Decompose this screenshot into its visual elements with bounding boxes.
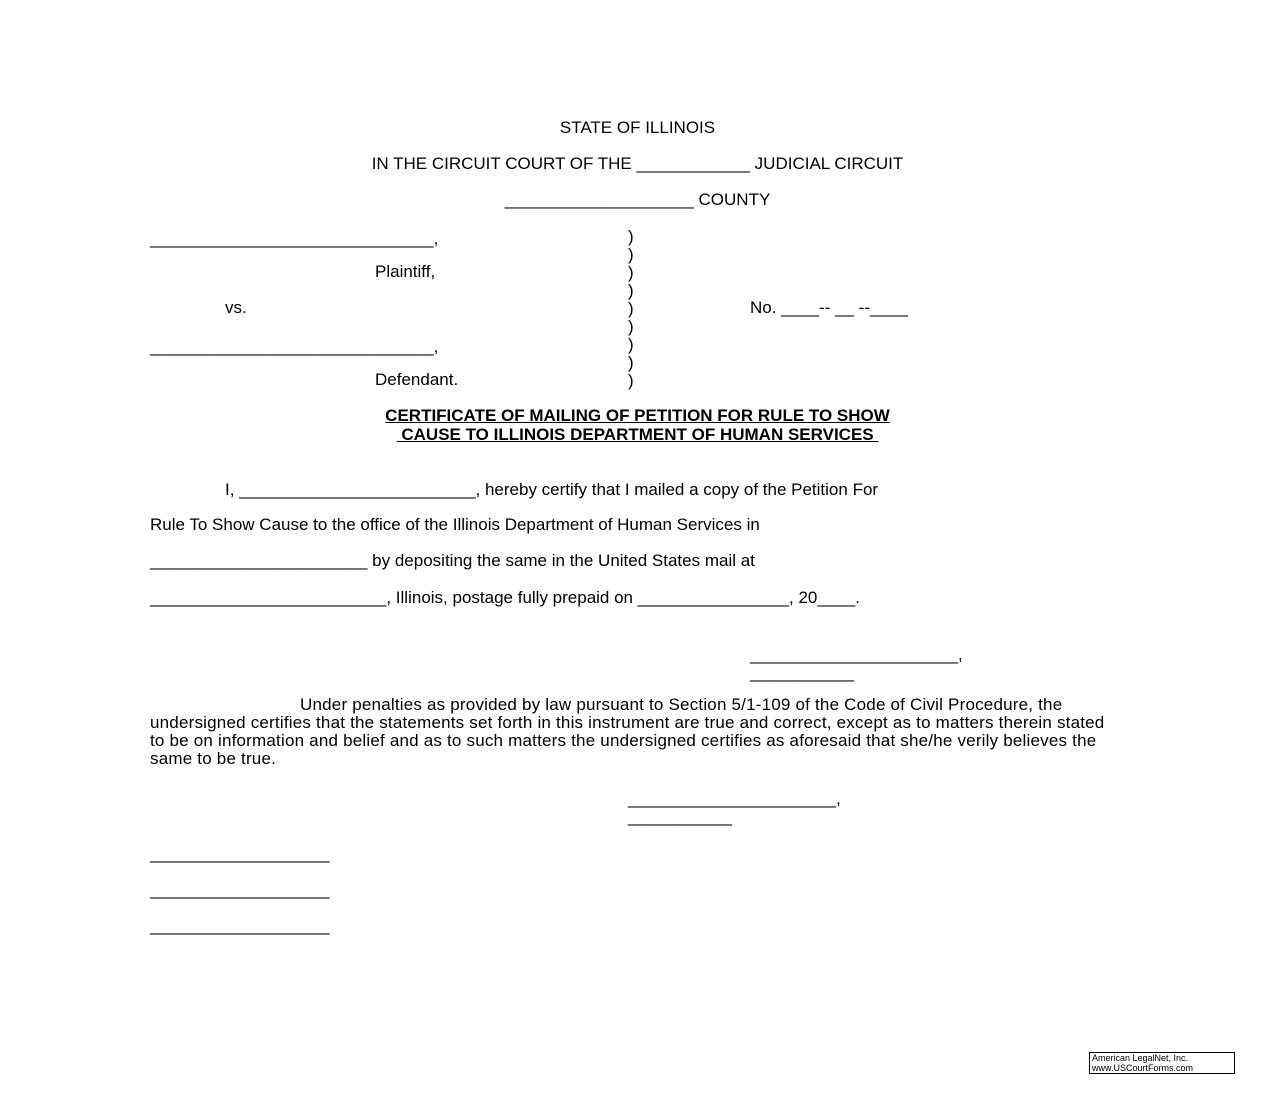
- attorney-info-line: ___________________: [150, 880, 330, 899]
- signature-name-line: ___________: [750, 663, 855, 682]
- verification-name-line: ___________: [628, 807, 733, 826]
- caption-paren: ): [628, 245, 634, 264]
- document-title-line1: CERTIFICATE OF MAILING OF PETITION FOR RULE TO SHOW: [385, 406, 890, 425]
- certification-line2: Rule To Show Cause to the office of the Illinois Department of Human Services in: [150, 515, 760, 534]
- verification-signature-line: ______________________,: [628, 789, 841, 808]
- publisher-url: www.USCourtForms.com: [1092, 1063, 1194, 1073]
- caption-paren: ): [628, 299, 634, 318]
- publisher-name: American LegalNet, Inc.: [1092, 1053, 1189, 1063]
- certification-line4: _________________________, Illinois, postage fully prepaid on ________________, 20____.: [150, 588, 860, 607]
- state-heading: STATE OF ILLINOIS: [559, 118, 716, 137]
- publisher-footer: [1089, 1052, 1235, 1074]
- certification-line3: _______________________ by depositing the same in the United States mail at: [150, 551, 755, 570]
- attorney-info-line: ___________________: [150, 916, 330, 935]
- certification-line1: I, _________________________, hereby certify that I mailed a copy of the Petition For: [225, 480, 879, 499]
- document-title-line2: CAUSE TO ILLINOIS DEPARTMENT OF HUMAN SERVICES: [396, 425, 879, 444]
- county-heading: ____________________ COUNTY: [504, 190, 771, 209]
- caption-paren: ): [628, 353, 634, 372]
- signature-line: ______________________,: [750, 645, 963, 664]
- attorney-info-line: ___________________: [150, 844, 330, 863]
- defendant-name-blank: ______________________________,: [150, 337, 439, 356]
- plaintiff-label: Plaintiff,: [375, 262, 436, 281]
- caption-paren: ): [628, 263, 634, 282]
- plaintiff-name-blank: ______________________________,: [150, 229, 439, 248]
- defendant-label: Defendant.: [375, 370, 459, 389]
- caption-paren: ): [628, 335, 634, 354]
- caption-paren: ): [628, 371, 634, 390]
- caption-paren: ): [628, 317, 634, 336]
- caption-paren: ): [628, 227, 634, 246]
- case-number: No. ____-- __ --____: [750, 298, 908, 317]
- versus-label: vs.: [225, 298, 247, 317]
- caption-paren: ): [628, 281, 634, 300]
- court-heading: IN THE CIRCUIT COURT OF THE ____________ JUDICIAL CIRCUIT: [371, 154, 904, 173]
- verification-paragraph: Under penalties as provided by law pursuant to Section 5/1-109 of the Code of Civil Procedure, the undersigned certifies that the statements set forth in this instrument are true and correct, except as to matters therein stated to be on information and belief and as to such matters the undersigned certifies as aforesaid that she/he verily believes the same to be true.: [150, 695, 1105, 768]
